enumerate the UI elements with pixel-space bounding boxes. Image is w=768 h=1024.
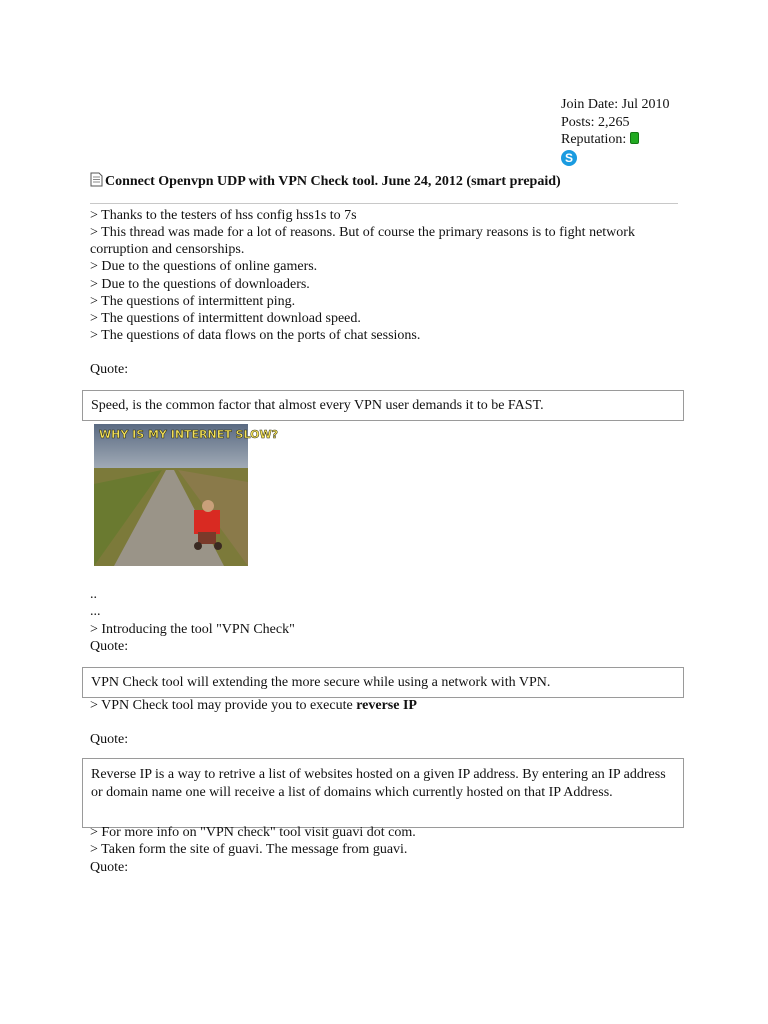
quote-label: Quote: — [90, 732, 129, 747]
quote-text: Speed, is the common factor that almost every VPN user demands it to be FAST. — [91, 398, 544, 413]
join-date: Join Date: Jul 2010 — [561, 97, 670, 112]
quote-label: Quote: — [90, 362, 129, 377]
quote-label: Quote: — [90, 638, 129, 654]
ellipsis-line: .. — [90, 587, 97, 602]
quote-box — [82, 667, 684, 698]
reputation — [561, 131, 761, 149]
post-count: Posts: 2,265 — [561, 114, 630, 130]
reverse-ip-bold: reverse IP — [356, 698, 417, 713]
reputation-dot-icon — [630, 132, 639, 144]
reverse-ip-line: > VPN Check tool may provide you to execute reverse IP — [90, 698, 417, 713]
intro-line: > Due to the questions of online gamers. — [90, 259, 318, 275]
skype-icon[interactable]: S — [561, 150, 577, 166]
closing-lines — [90, 824, 690, 876]
more-info-line: > For more info on "VPN check" tool visit guavi dot com. — [90, 825, 416, 840]
quote-box — [82, 758, 684, 828]
title-divider — [90, 203, 678, 204]
user-info — [561, 96, 761, 166]
taken-from-line: > Taken form the site of guavi. The message from guavi. — [90, 842, 408, 858]
post-document-icon — [90, 172, 103, 187]
reputation-label: Reputation: — [561, 132, 627, 147]
intro-line: > Thanks to the testers of hss config hss1s to 7s — [90, 208, 357, 223]
intro-lines — [90, 207, 690, 345]
reverse-ip-line-wrap — [90, 697, 690, 714]
intro-line: > The questions of intermittent download speed. — [90, 311, 361, 327]
intro-line: > The questions of intermittent ping. — [90, 293, 296, 309]
quote-box — [82, 390, 684, 421]
image-caption: WHY IS MY INTERNET SLOW? — [99, 428, 278, 441]
quote-text: Reverse IP is a way to retrive a list of websites hosted on a given IP address. By entering an IP address or domain name one will receive a list of domains which currently hosted on that IP Address. — [91, 767, 666, 800]
after-image-lines — [90, 586, 690, 655]
quote-label: Quote: — [90, 859, 129, 875]
intro-line: > This thread was made for a lot of reasons. But of course the primary reasons is to fight network corruption and censorships. — [90, 225, 635, 258]
internet-slow-image — [94, 424, 278, 566]
quote-text: VPN Check tool will extending the more secure while using a network with VPN. — [91, 675, 551, 690]
ellipsis-line: ... — [90, 604, 101, 620]
intro-line: > The questions of data flows on the ports of chat sessions. — [90, 328, 421, 344]
intro-line: > Due to the questions of downloaders. — [90, 276, 310, 292]
post-title: Connect Openvpn UDP with VPN Check tool. June 24, 2012 (smart prepaid) — [105, 174, 561, 189]
post-title-row — [90, 172, 690, 190]
intro-tool-line: > Introducing the tool "VPN Check" — [90, 621, 295, 637]
